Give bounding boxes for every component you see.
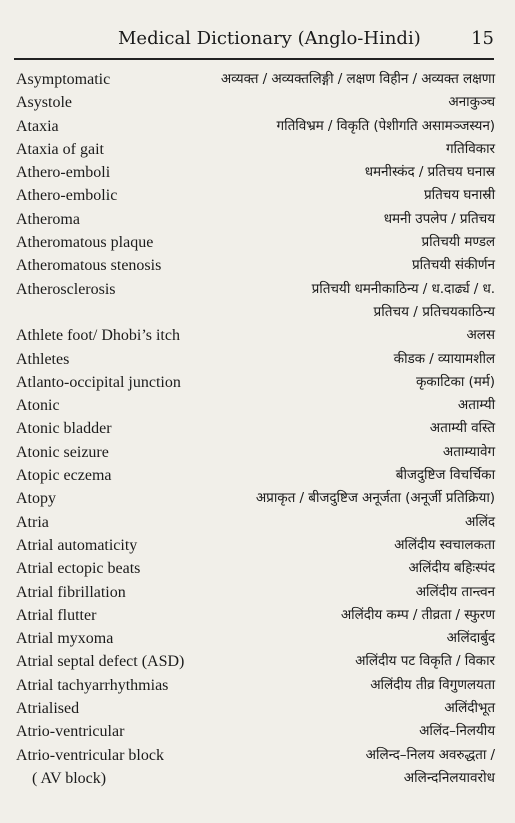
dictionary-entry — [16, 184, 495, 207]
dictionary-entry — [16, 557, 495, 580]
dictionary-entry — [16, 254, 495, 277]
english-term: Atrial myxoma — [16, 630, 114, 648]
english-term: Atrial fibrillation — [16, 583, 126, 601]
dictionary-entry — [16, 115, 495, 138]
english-term: Atrial flutter — [16, 606, 97, 624]
dictionary-entry — [16, 697, 495, 720]
english-term: Atonic — [16, 397, 60, 415]
hindi-translation: अप्राकृत / बीजदुष्टिज अनूर्जता (अनूर्जी प्रतिक्रिया) — [255, 490, 495, 507]
english-term: Atrial tachyarrhythmias — [16, 676, 169, 694]
english-term: Atonic bladder — [16, 420, 112, 438]
hindi-translation: अलिंदीय पट विकृति / विकार — [355, 653, 495, 670]
dictionary-entry — [16, 744, 495, 791]
dictionary-entry — [16, 464, 495, 487]
page-title: Medical Dictionary (Anglo-Hindi) — [118, 28, 421, 49]
hindi-translation: प्रतिचयी मण्डल — [421, 234, 495, 251]
dictionary-entry — [16, 161, 495, 184]
english-term: Atrial ectopic beats — [16, 560, 141, 578]
english-term: Ataxia of gait — [16, 140, 104, 158]
english-term: Atrial septal defect (ASD) — [16, 653, 185, 671]
hindi-translation: अलिंद–निलयीय — [419, 723, 495, 740]
hindi-translation: अलिंदीय स्वचालकता — [394, 536, 495, 553]
english-term: Atrialised — [16, 700, 80, 718]
hindi-translation: अताम्यी वस्ति — [429, 420, 495, 437]
dictionary-entry — [16, 674, 495, 697]
hindi-translation: प्रतिचय घनास्री — [424, 187, 495, 204]
hindi-translation: अलिंदार्बुद — [446, 630, 495, 647]
english-term: Atrial automaticity — [16, 536, 138, 554]
dictionary-entry — [16, 91, 495, 114]
hindi-translation-continued: प्रतिचय / प्रतिचयकाठिन्य — [373, 303, 495, 320]
hindi-translation: अलिंदीय कम्प / तीव्रता / स्फुरण — [340, 606, 495, 623]
hindi-translation: धमनीस्कंद / प्रतिचय घनास्र — [364, 164, 495, 181]
hindi-translation: कृकाटिका (मर्म) — [415, 373, 495, 390]
dictionary-entry — [16, 324, 495, 347]
english-term: Atherosclerosis — [16, 280, 116, 298]
page-header — [14, 26, 494, 56]
hindi-translation: धमनी उपलेप / प्रतिचय — [383, 210, 495, 227]
dictionary-entry — [16, 650, 495, 673]
dictionary-entry — [16, 278, 495, 325]
english-term: Athlete foot/ Dhobi’s itch — [16, 327, 180, 345]
hindi-translation-continued: अलिन्दनिलयावरोध — [403, 769, 495, 786]
english-term: Atheromatous stenosis — [16, 257, 162, 275]
dictionary-entry — [16, 511, 495, 534]
english-term: Ataxia — [16, 117, 59, 135]
dictionary-entry — [16, 68, 495, 91]
dictionary-entry — [16, 394, 495, 417]
hindi-translation: अलिन्द–निलय अवरुद्धता / — [365, 746, 495, 763]
hindi-translation: प्रतिचयी संकीर्णन — [412, 257, 495, 274]
hindi-translation: कीडक / व्यायामशील — [393, 350, 495, 367]
hindi-translation: अलिंद — [464, 513, 495, 530]
hindi-translation: अताम्यावेग — [442, 443, 495, 460]
english-term: Atlanto-occipital junction — [16, 373, 181, 391]
english-term: Atonic seizure — [16, 443, 109, 461]
english-term: Asymptomatic — [16, 71, 111, 88]
english-term: Asystole — [16, 94, 72, 112]
english-term: Atopic eczema — [16, 467, 112, 485]
dictionary-entry — [16, 604, 495, 627]
hindi-translation: अलिंदीय तीव्र विगुणलयता — [370, 676, 495, 693]
hindi-translation: अलिंदीभूत — [444, 700, 495, 717]
hindi-translation: गतिविभ्रम / विकृति (पेशीगति असामञ्जस्यन) — [276, 117, 495, 134]
hindi-translation: गतिविकार — [445, 140, 495, 157]
english-term-continued: ( AV block) — [32, 769, 107, 787]
hindi-translation: अलस — [466, 327, 495, 344]
dictionary-entry — [16, 720, 495, 743]
dictionary-entry — [16, 417, 495, 440]
hindi-translation: अताम्यी — [457, 397, 495, 414]
dictionary-entry — [16, 487, 495, 510]
english-term: Atrio-ventricular — [16, 723, 125, 741]
hindi-translation: अनाकुञ्च — [448, 94, 495, 111]
hindi-translation: अव्यक्त / अव्यक्तलिङ्गी / लक्षण विहीन / अव्यक्त लक्षणा — [220, 71, 495, 87]
dictionary-entry — [16, 441, 495, 464]
dictionary-entry — [16, 231, 495, 254]
dictionary-entry — [16, 138, 495, 161]
dictionary-entry — [16, 534, 495, 557]
page-number: 15 — [471, 28, 494, 49]
hindi-translation: अलिंदीय तान्त्वन — [415, 583, 495, 600]
hindi-translation: बीजदुष्टिज विचर्चिका — [395, 467, 495, 484]
english-term: Atopy — [16, 490, 56, 508]
english-term: Atrio-ventricular block — [16, 746, 164, 764]
dictionary-entry — [16, 627, 495, 650]
dictionary-entry — [16, 581, 495, 604]
english-term: Athero-emboli — [16, 164, 111, 182]
dictionary-entry — [16, 208, 495, 231]
english-term: Atheromatous plaque — [16, 234, 154, 252]
hindi-translation: अलिंदीय बहिःस्पंद — [408, 560, 495, 577]
dictionary-entry — [16, 348, 495, 371]
english-term: Athletes — [16, 350, 70, 368]
hindi-translation: प्रतिचयी धमनीकाठिन्य / ध.दार्ढ्य / ध. — [311, 280, 495, 297]
english-term: Athero-embolic — [16, 187, 118, 205]
english-term: Atria — [16, 513, 49, 531]
entry-list — [16, 68, 495, 790]
dictionary-entry — [16, 371, 495, 394]
english-term: Atheroma — [16, 210, 80, 228]
header-rule — [14, 58, 494, 60]
